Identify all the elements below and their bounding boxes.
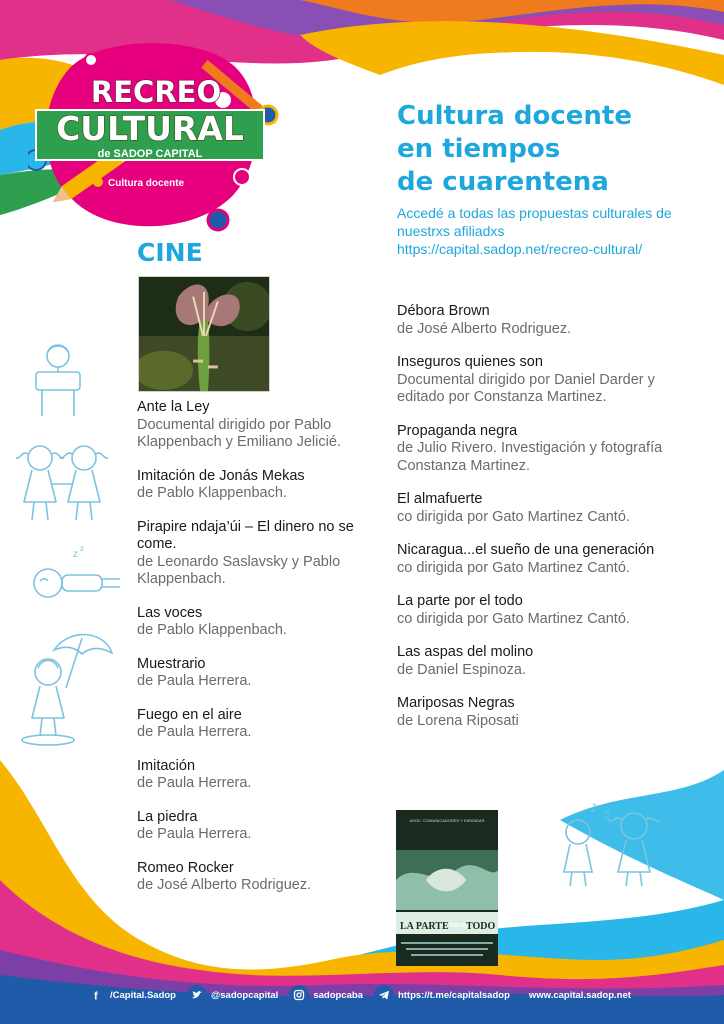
film-title: Inseguros quienes son [397,354,543,370]
logo-cultural-text: CULTURAL [56,109,244,148]
film-credit: co dirigida por Gato Martinez Cantó. [397,559,630,576]
poster-title-c: TODO [466,921,496,932]
instagram-icon [289,985,309,1005]
film-poster-image [396,810,498,966]
section-title: CINE [137,238,203,267]
film-item [137,656,382,691]
film-item [137,860,382,895]
film-credit: de José Alberto Rodriguez. [137,877,312,893]
page-title [397,100,707,199]
film-item [397,491,687,526]
film-title: Las voces [137,604,203,621]
sleeping-child-drawing [28,545,123,610]
facebook-handle: /Capital.Sadop [110,989,176,1001]
title-line: en tiempos [397,134,561,164]
website-url: www.capital.sadop.net [528,989,631,1001]
footer-social-bar [86,984,646,1006]
two-girls-drawing [12,440,112,525]
recreo-cultural-logo [28,30,288,240]
film-item [397,593,687,628]
film-title: El almafuerte [397,491,483,507]
film-item [397,423,687,476]
film-credit: de Julio Rivero. Investigación y fotografía Constanza Martinez. [397,440,663,474]
svg-text:f: f [94,990,98,1001]
film-title: Débora Brown [397,303,490,319]
film-item [137,605,382,640]
film-title: Pirapire ndaja’úi – El dinero no se come. [137,518,354,552]
film-credit: de Leonardo Saslavsky y Pablo Klappenbach. [137,553,341,587]
title-line: de cuarentena [397,167,609,197]
logo-tag-text: Cultura docente [108,178,185,189]
film-title: La piedra [137,808,198,825]
telegram-url: https://t.me/capitalsadop [397,989,510,1001]
film-credit: de Paula Herrera. [137,826,252,842]
twitter-handle: @sadopcapital [210,989,279,1001]
child-with-umbrella-drawing [14,628,114,748]
logo-sadop-text: de SADOP CAPITAL [97,148,203,160]
film-credit: de Lorena Riposati [397,712,519,729]
svg-text:z: z [73,549,78,560]
film-item [397,644,687,679]
svg-text:♫: ♫ [602,810,611,821]
film-credit: de Pablo Klappenbach. [137,485,287,501]
film-credit: de Pablo Klappenbach. [137,622,287,638]
facebook-link[interactable] [86,985,176,1005]
poster-top-text: ASOC. COMUNICADORES Y DIRIGIDAS [409,818,485,823]
twitter-link[interactable] [187,985,278,1005]
svg-text:z: z [80,545,84,553]
film-item [137,519,382,589]
instagram-link[interactable] [289,985,363,1005]
film-item [137,707,382,742]
facebook-icon [86,985,106,1005]
film-item [137,809,382,844]
film-credit: de Paula Herrera. [137,673,252,689]
film-title: La parte por el todo [397,593,523,609]
film-title: Fuego en el aire [137,706,242,723]
film-item [397,542,687,577]
film-title: Muestrario [137,655,206,672]
film-credit: de Paula Herrera. [137,775,252,791]
film-title: Imitación de Jonás Mekas [137,467,305,484]
instagram-handle: sadopcaba [313,989,363,1001]
film-title: Imitación [137,757,196,774]
logo-recreo-text: RECREO [90,75,222,109]
singing-kids-drawing [556,800,671,890]
film-title: Romeo Rocker [137,859,234,876]
film-item [397,303,687,338]
film-title: Las aspas del molino [397,644,534,660]
films-right-column [397,303,687,746]
film-credit: co dirigida por Gato Martinez Cantó. [397,610,630,627]
film-credit: de José Alberto Rodriguez. [397,320,572,337]
film-item [137,468,382,503]
film-credit: co dirigida por Gato Martinez Cantó. [397,508,630,525]
film-item [137,758,382,793]
film-credit: Documental dirigido por Daniel Darder y editado por Constanza Martinez. [397,371,655,405]
film-item [397,354,687,407]
page-subtitle: Accedé a todas las propuestas culturales de nuestrxs afiliadxs https://capital.sadop.net/recreo-cultural/ [397,205,672,257]
films-left-column [137,399,382,911]
telegram-link[interactable] [374,985,510,1005]
telegram-icon [374,985,394,1005]
poster-title-a: LA PARTE [400,921,449,932]
title-line: Cultura docente [397,101,632,131]
child-with-sign-drawing [28,340,88,420]
twitter-icon [187,985,207,1005]
film-item [137,399,382,452]
film-credit: de Daniel Espinoza. [397,661,526,678]
film-credit: Documental dirigido por Pablo Klappenbach y Emiliano Jelicié. [137,416,341,450]
svg-text:♪: ♪ [590,801,598,815]
film-title: Nicaragua...el sueño de una generación [397,542,655,558]
film-item [397,695,687,730]
film-title: Mariposas Negras [397,695,515,711]
website-link[interactable] [529,990,631,1001]
film-title: Propaganda negra [397,422,518,439]
film-still-image [138,276,270,392]
poster-title-b: POR EL [449,923,468,929]
film-credit: de Paula Herrera. [137,724,252,740]
film-title: Ante la Ley [137,399,210,415]
